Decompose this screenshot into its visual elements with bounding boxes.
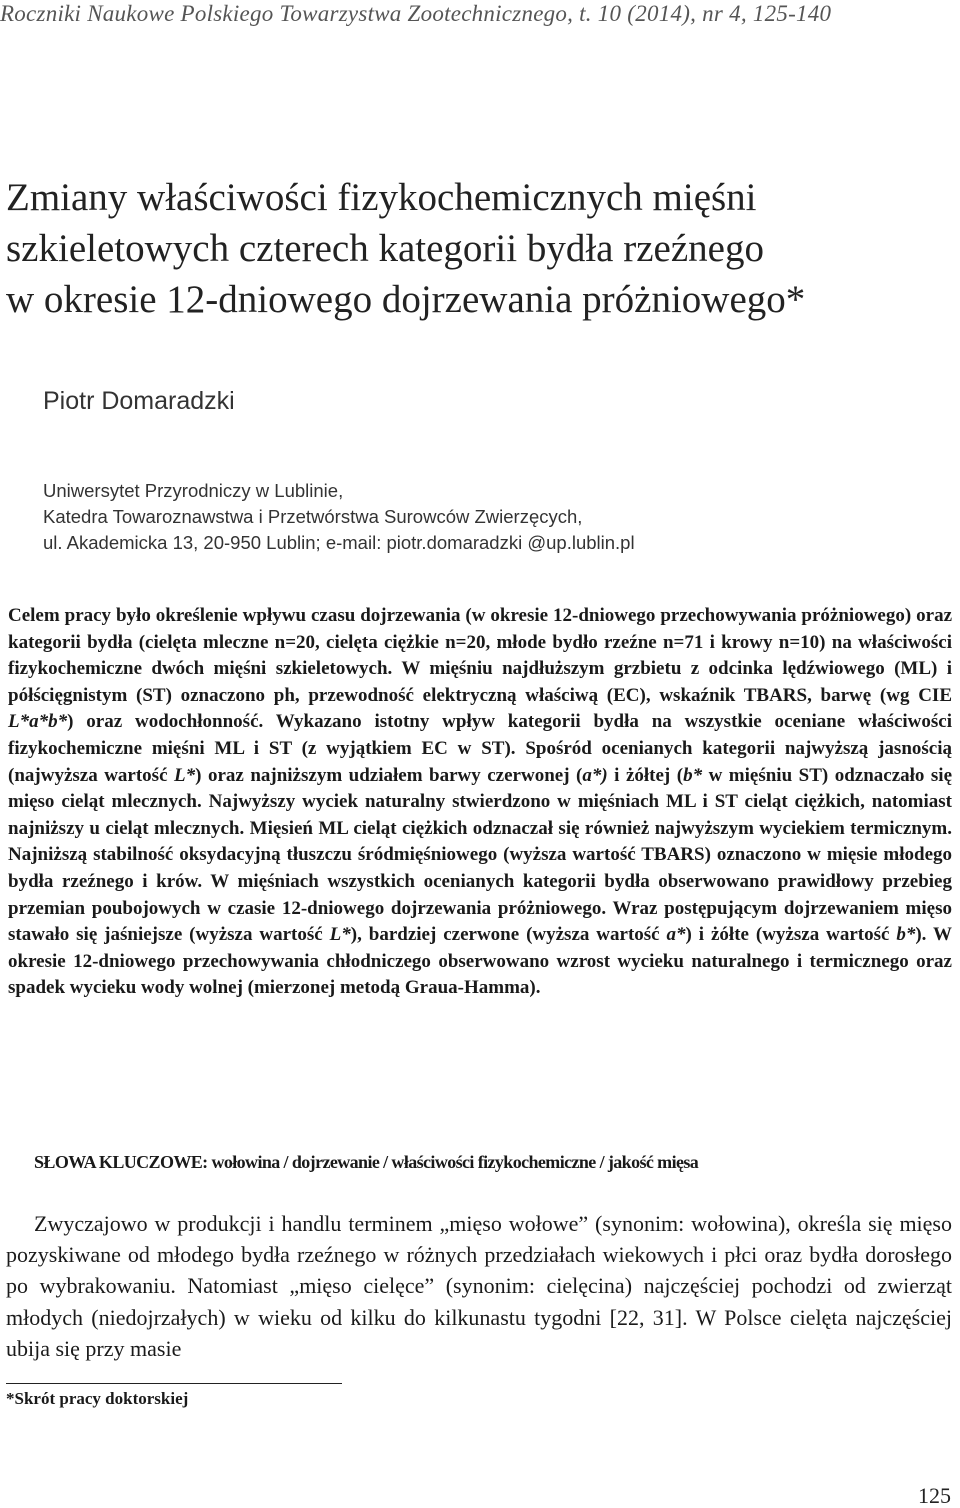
abstract-symbol: L* bbox=[174, 764, 196, 786]
abstract-text: ) i żółte (wyższa wartość bbox=[685, 924, 897, 946]
body-paragraph: Zwyczajowo w produkcji i handlu terminem „mięso wołowe” (synonim: wołowina), określa się mięso pozyskiwane od młodego bydła rzeźnego w różnych przedziałach wiekowych i płci oraz bydła dorosłego po wybrakowaniu. Natomiast „mięso cielęce” (synonim: cielęcina) najczęściej pochodzi od zwierząt młodych (niedojrzałych) w wieku od kilku do kilkunastu tygodni [22, 31]. W Polsce cielęta najczęściej ubija się przy masie bbox=[6, 1211, 952, 1361]
abstract-text: ) oraz najniższym udziałem barwy czerwonej ( bbox=[195, 764, 583, 786]
abstract bbox=[8, 603, 952, 1002]
abstract-text: i żółtej ( bbox=[607, 764, 684, 786]
keywords-label: SŁOWA KLUCZOWE: bbox=[34, 1152, 208, 1172]
keywords bbox=[34, 1150, 960, 1174]
abstract-text: Celem pracy było określenie wpływu czasu dojrzewania (w okresie 12-dniowego przechowywania próżniowego) oraz kategorii bydła (cielęta mleczne n=20, cielęta ciężkie n=20, młode bydło rzeźne n=71 i krowy n=10) na właściwości fizykochemiczne dwóch mięśni szkieletowych. W mięśniu najdłuższym grzbietu z odcinka lędźwiowego (ML) i półścięgnistym (ST) oznaczono ph, przewodność elektryczną właściwą (EC), wskaźnik TBARS, barwę (wg CIE bbox=[8, 605, 952, 706]
abstract-symbol: a*) bbox=[582, 764, 608, 786]
abstract-text: ). W okresie 12-dniowego przechowywania chłodniczego obserwowano wzrost wycieku naturalnego i termicznego oraz spadek wycieku wody wolnej (mierzonej metodą Graua-Hamma). bbox=[8, 924, 952, 999]
footnote: *Skrót pracy doktorskiej bbox=[6, 1389, 189, 1408]
abstract-text: ), bardziej czerwone (wyższa wartość bbox=[350, 924, 667, 946]
affiliation-line: ul. Akademicka 13, 20-950 Lublin; e-mail: piotr.domaradzki @up.lublin.pl bbox=[43, 532, 635, 553]
author-affiliation bbox=[43, 478, 943, 556]
journal-header: Roczniki Naukowe Polskiego Towarzystwa Zootechnicznego, t. 10 (2014), nr 4, 125-140 bbox=[0, 1, 832, 26]
abstract-symbol: L*a*b* bbox=[8, 711, 68, 733]
abstract-symbol: L* bbox=[329, 924, 351, 946]
author-name: Piotr Domaradzki bbox=[43, 387, 235, 415]
abstract-symbol: b* bbox=[896, 924, 916, 946]
abstract-symbol: b* bbox=[683, 764, 703, 786]
affiliation-line: Katedra Towaroznawstwa i Przetwórstwa Surowców Zwierzęcych, bbox=[43, 506, 583, 527]
abstract-text: ) oraz wodochłonność. Wykazano istotny wpływ kategorii bydła na wszystkie oceniane właściwości fizykochemiczne mięśni ML i ST (z wyjątkiem EC w ST). Spośród ocenianych kategorii najwyższą jasnością (najwyższa wartość bbox=[8, 711, 952, 786]
title-line: szkieletowych czterech kategorii bydła rzeźnego bbox=[6, 227, 764, 270]
keywords-text: wołowina / dojrzewanie / właściwości fizykochemiczne / jakość mięsa bbox=[207, 1152, 699, 1172]
page-number: 125 bbox=[918, 1483, 951, 1508]
article-title bbox=[6, 172, 956, 325]
abstract-symbol: a* bbox=[666, 924, 686, 946]
affiliation-line: Uniwersytet Przyrodniczy w Lublinie, bbox=[43, 480, 344, 501]
title-line: w okresie 12-dniowego dojrzewania próżniowego* bbox=[6, 278, 806, 321]
footnote-divider bbox=[6, 1383, 342, 1384]
title-line: Zmiany właściwości fizykochemicznych mięśni bbox=[6, 176, 757, 219]
abstract-text: w mięśniu ST) odznaczało się mięso cieląt mlecznych. Najwyższy wyciek naturalny stwierdzono w mięśniach ML i ST cieląt ciężkich, natomiast najniższy u cieląt mlecznych. Mięsień ML cieląt ciężkich odznaczał się również najwyższym wyciekiem termicznym. Najniższą stabilność oksydacyjną tłuszczu śródmięśniowego (wyższa wartość TBARS) oznaczono w mięsie młodego bydła rzeźnego i krów. W mięśniach wszystkich ocenianych kategorii bydła obserwowano prawidłowy przebieg przemian poubojowych w czasie 12-dniowego dojrzewania próżniowego. Wraz postępującym dojrzewaniem mięso stawało się jaśniejsze (wyższa wartość bbox=[8, 764, 953, 946]
